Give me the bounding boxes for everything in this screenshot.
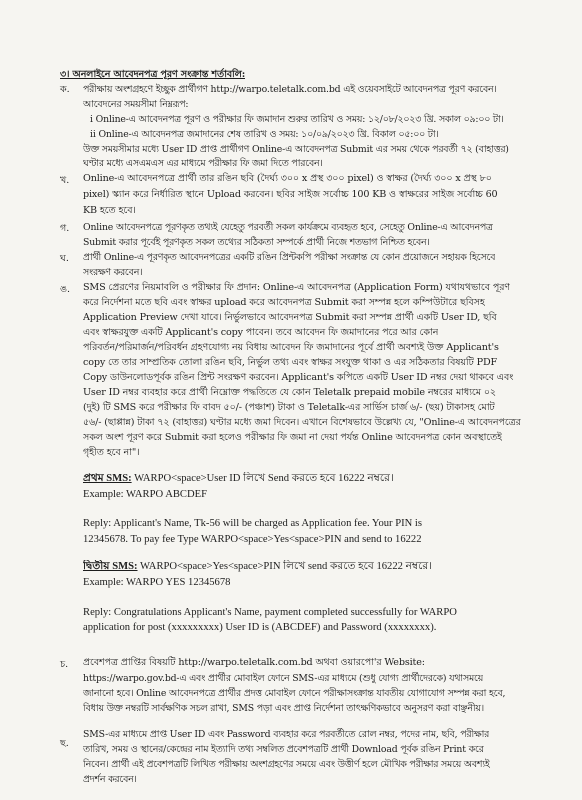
para-umo-line-6: copy তে তার সাম্প্রতিক তোলা রঙিন ছবি, নির্ভুল তথ্য এবং স্বাক্ষর সংযুক্ত থাকা ও এর সঠিকতার বিষয়টি PDF	[83, 357, 497, 368]
para-cha-line-1: প্রবেশপত্র প্রাপ্তির বিষয়টি http://warpo.teletalk.com.bd অথবা ওয়ারপো'র Website:	[83, 657, 425, 668]
item-marker-ga: গ.	[60, 223, 70, 234]
para-umo-line-3: Application Preview দেখা যাবে। নির্ভুলভাবে আবেদনপত্র Submit করা সম্পন্ন প্রার্থী একটি User ID, ছবি	[83, 312, 497, 323]
para-gha-line-2: সংরক্ষণ করবেন।	[83, 267, 143, 278]
item-marker-gha: ঘ.	[60, 253, 69, 264]
para-umo-line-10: ৫৬/- (ছাপ্পান্ন) টাকা ৭২ (বাহাত্তর) ঘণ্টার মধ্যে জমা দিবেন। এখানে বিশেষভাবে উল্লেখ্য যে, "Online-এ আবেদনপত্রের	[83, 417, 521, 428]
para-umo-line-5: পরিবর্তন/পরিমার্জন/পরিবর্ধন গ্রহণযোগ্য নয় বিধায় আবেদন ফি জমাদানের পূর্বে প্রার্থী অবশ্যই উক্ত Applicant's	[83, 342, 499, 353]
para-cha-line-3: জানানো হবে। Online আবেদনপত্রে প্রার্থীর প্রদত্ত মোবাইল ফোনে পরীক্ষাসংক্রান্ত যাবতীয় যোগাযোগ সম্পন্ন করা হবে,	[83, 688, 506, 699]
para-cha-line-2: https://warpo.gov.bd-এ এবং প্রার্থীর মোবাইল ফোনে SMS-এর মাধ্যমে (শুধু যোগ্য প্রার্থীদেরকে) যথাসময়ে	[83, 673, 484, 684]
item-marker-chha: ছ.	[60, 738, 69, 749]
para-umo-line-1: SMS প্রেরণের নিয়মাবলি ও পরীক্ষার ফি প্রদান: Online-এ আবেদনপত্র (Application Form) যথাযথভাবে পূরণ	[83, 282, 510, 293]
item-marker-umo: ঙ.	[60, 284, 70, 295]
sms1-label: প্রথম SMS:	[83, 473, 132, 484]
item-marker-ka: ক.	[60, 84, 70, 95]
para-chha-line-4: প্রদর্শন করবেন।	[83, 774, 137, 785]
para-kha-line-1: Online-এ আবেদনপত্রে প্রার্থী তার রঙিন ছবি (দৈর্ঘ্য ৩০০ x প্রস্থ ৩০০ pixel) ও স্বাক্ষর (দৈর্ঘ্য ৩০০ x প্রস্থ ৮০	[83, 173, 492, 184]
para-umo-line-2: করে নির্দেশনা মতে ছবি এবং স্বাক্ষর upload করে আবেদনপত্র Submit করা সম্পন্ন হলে কম্পিউটারে ছবিসহ	[83, 297, 485, 308]
sms2-text: WARPO<space>Yes<space>PIN লিখে send করতে হবে 16222 নম্বরে।	[137, 561, 433, 572]
sms2-example: Example: WARPO YES 12345678	[83, 577, 231, 588]
para-ka-line-5: উক্ত সময়সীমার মধ্যে User ID প্রাপ্ত প্রার্থীগণ Online-এ আবেদনপত্র Submit এর সময় থেকে পরবর্তী ৭২ (বাহাত্তর)	[83, 144, 509, 155]
para-kha-line-2: pixel) স্ক্যান করে নির্ধারিত স্থানে Upload করবেন। ছবির সাইজ সর্বোচ্চ 100 KB ও স্বাক্ষরের সাইজ সর্বোচ্চ 60	[83, 189, 498, 200]
para-umo-line-7: Copy ডাউনলোডপূর্বক রঙিন প্রিন্ট সংরক্ষণ করবেন। Applicant's কপিতে একটি User ID নম্বর দেয়া থাকবে এবং	[83, 372, 514, 383]
sms1-reply-line-1: Reply: Applicant's Name, Tk-56 will be charged as Application fee. Your PIN is	[83, 518, 422, 529]
sms1-instruction	[83, 472, 394, 485]
item-marker-kha: খ.	[60, 175, 70, 186]
sms2-label: দ্বিতীয় SMS:	[83, 561, 138, 572]
para-umo-line-11: সকল অংশ পূরণ করে Submit করা হলেও পরীক্ষার ফি জমা না দেয়া পর্যন্ত Online আবেদনপত্র কোন অবস্থাতেই	[83, 432, 503, 443]
para-ka-line-3: i Online-এ আবেদনপত্র পূরণ ও পরীক্ষার ফি জমাদান শুরুর তারিখ ও সময়: ১২/০৮/২০২৩ খ্রি. সকাল ০৯:০০ টা।	[90, 114, 504, 125]
sms2-reply-line-2: application for post (xxxxxxxxx) User ID is (ABCDEF) and Password (xxxxxxxx).	[83, 622, 437, 633]
para-umo-line-8: User ID নম্বর ব্যবহার করে প্রার্থী নিম্নোক্ত পদ্ধতিতে যে কোন Teletalk prepaid mobile নম্বরের মাধ্যমে ০২	[83, 387, 497, 398]
para-chha-line-2: তারিখ, সময় ও স্থানের/কেন্দ্রের নাম ইত্যাদি তথ্য সম্বলিত প্রবেশপত্রটি প্রার্থী Download পূর্বক রঙিন Print করে	[83, 744, 484, 755]
para-ka-line-6: ঘণ্টার মধ্যে এসএমএস এর মাধ্যমে পরীক্ষার ফি জমা দিতে পারবেন।	[83, 158, 323, 169]
sms2-instruction	[83, 560, 432, 573]
sms1-example: Example: WARPO ABCDEF	[83, 489, 207, 500]
item-marker-cha: চ.	[60, 659, 69, 670]
para-kha-line-3: KB হতে হবে।	[83, 205, 136, 216]
para-umo-line-4: এবং স্বাক্ষরযুক্ত একটি Applicant's copy পাবেন। তবে আবেদন ফি জমাদানের পরে আর কোন	[83, 327, 439, 338]
para-gha-line-1: প্রার্থী Online-এ পূরণকৃত আবেদনপত্রের একটি রঙিন প্রিন্টকপি পরীক্ষা সংক্রান্ত যে কোন প্রয়োজনে সহায়ক হিসেবে	[83, 252, 496, 263]
sms1-reply-line-2: 12345678. To pay fee Type WARPO<space>Yes<space>PIN and send to 16222	[83, 534, 422, 545]
para-chha-line-3: নিবেন। প্রার্থী এই প্রবেশপত্রটি লিখিত পরীক্ষায় অংশগ্রহণের সময়ে এবং উত্তীর্ণ হলে মৌখিক পরীক্ষার সময়ে অবশ্যই	[83, 759, 490, 770]
sms2-reply-line-1: Reply: Congratulations Applicant's Name, payment completed successfully for WARPO	[83, 607, 457, 618]
para-ka-line-4: ii Online-এ আবেদনপত্র জমাদানের শেষ তারিখ ও সময়: ১০/০৯/২০২৩ খ্রি. বিকাল ০৫:০০ টা।	[90, 129, 439, 140]
para-ka-line-2: আবেদনের সময়সীমা নিম্নরূপ:	[83, 99, 189, 110]
para-ka-line-1: পরীক্ষায় অংশগ্রহণে ইচ্ছুক প্রার্থীগণ http://warpo.teletalk.com.bd এই ওয়েবসাইটে আবেদনপত্র পূরণ করবেন।	[83, 84, 497, 95]
para-ga-line-2: Submit করার পূর্বেই পূরণকৃত সকল তথ্যের সঠিকতা সম্পর্কে প্রার্থী নিজে শতভাগ নিশ্চিত হবেন।	[83, 237, 430, 248]
para-chha-line-1: SMS-এর মাধ্যমে প্রাপ্ত User ID এবং Password ব্যবহার করে পরবর্তীতে রোল নম্বর, পদের নাম, ছবি, পরীক্ষার	[83, 729, 490, 740]
para-ga-line-1: Online আবেদনপত্রে পূরণকৃত তথ্যই যেহেতু পরবর্তী সকল কার্যক্রমে ব্যবহৃত হবে, সেহেতু Online-এ আবেদনপত্র	[83, 222, 493, 233]
sms1-text: WARPO<space>User ID লিখে Send করতে হবে 16222 নম্বরে।	[131, 473, 394, 484]
para-umo-line-9: (দুই) টি SMS করে পরীক্ষার ফি বাবদ ৫০/- (পঞ্চাশ) টাকা ও Teletalk-এর সার্ভিস চার্জ ৬/- (ছয়) টাকাসহ মোট	[83, 402, 495, 413]
para-cha-line-4: বিধায় উক্ত নম্বরটি সার্বক্ষণিক সচল রাখা, SMS পড়া এবং প্রাপ্ত নির্দেশনা তাৎক্ষণিকভাবে অনুসরণ করা বাঞ্ছনীয়।	[83, 703, 484, 714]
section-heading: ৩। অনলাইনে আবেদনপত্র পূরণ সংক্রান্ত শর্তাবলি:	[60, 69, 246, 80]
para-umo-line-12: গৃহীত হবে না"।	[83, 447, 140, 458]
